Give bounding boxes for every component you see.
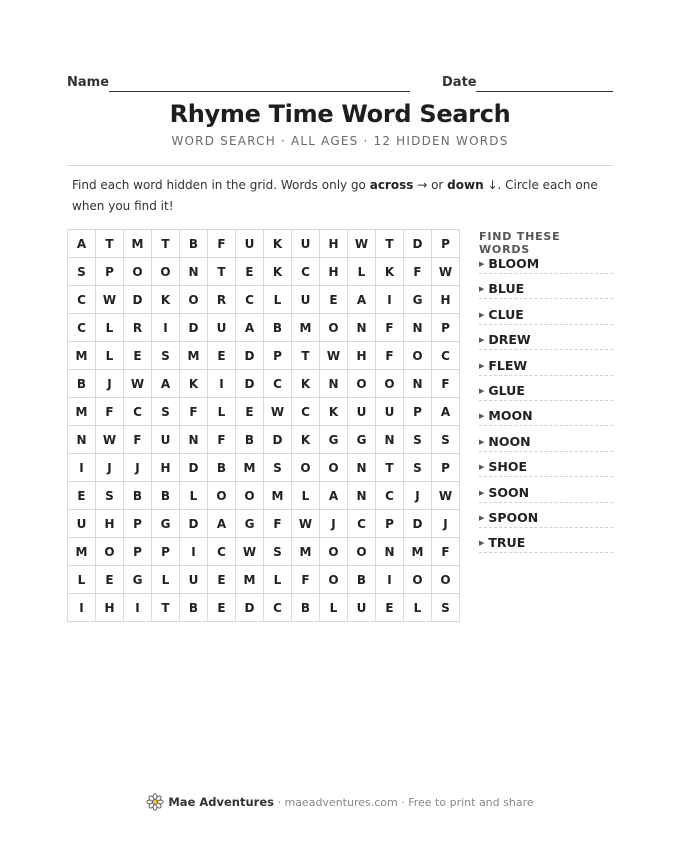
grid-cell[interactable]: B: [292, 594, 320, 622]
grid-cell[interactable]: F: [432, 370, 460, 398]
grid-cell[interactable]: J: [96, 370, 124, 398]
grid-cell[interactable]: S: [404, 426, 432, 454]
grid-cell[interactable]: L: [348, 258, 376, 286]
grid-cell[interactable]: N: [180, 258, 208, 286]
grid-cell[interactable]: T: [96, 230, 124, 258]
grid-cell[interactable]: C: [236, 286, 264, 314]
grid-cell[interactable]: O: [320, 538, 348, 566]
triangle-bullet-icon: ▶: [479, 463, 485, 472]
grid-cell[interactable]: L: [320, 594, 348, 622]
triangle-bullet-icon: ▶: [479, 285, 485, 294]
word-label: SHOE: [488, 459, 528, 475]
grid-cell[interactable]: I: [68, 594, 96, 622]
grid-cell[interactable]: O: [348, 538, 376, 566]
word-list: [479, 230, 613, 555]
grid-cell[interactable]: M: [124, 230, 152, 258]
grid-cell[interactable]: L: [180, 482, 208, 510]
grid-cell[interactable]: A: [432, 398, 460, 426]
grid-cell[interactable]: O: [404, 342, 432, 370]
grid-cell[interactable]: O: [376, 370, 404, 398]
grid-cell[interactable]: A: [152, 370, 180, 398]
grid-row: [68, 370, 460, 398]
triangle-bullet-icon: ▶: [479, 386, 485, 395]
grid-cell[interactable]: I: [208, 370, 236, 398]
grid-cell[interactable]: U: [68, 510, 96, 538]
triangle-bullet-icon: ▶: [479, 336, 485, 345]
grid-cell[interactable]: T: [292, 342, 320, 370]
grid-cell[interactable]: F: [208, 230, 236, 258]
grid-cell[interactable]: T: [152, 230, 180, 258]
grid-cell[interactable]: O: [348, 370, 376, 398]
grid-cell[interactable]: N: [376, 426, 404, 454]
grid-cell[interactable]: C: [68, 286, 96, 314]
grid-cell[interactable]: D: [180, 314, 208, 342]
grid-cell[interactable]: K: [292, 370, 320, 398]
grid-cell[interactable]: N: [376, 538, 404, 566]
grid-cell[interactable]: C: [292, 258, 320, 286]
grid-cell[interactable]: K: [264, 230, 292, 258]
grid-cell[interactable]: K: [152, 286, 180, 314]
grid-cell[interactable]: O: [236, 482, 264, 510]
grid-cell[interactable]: C: [208, 538, 236, 566]
across-arrow: → or: [413, 178, 448, 192]
grid-cell[interactable]: I: [124, 594, 152, 622]
triangle-bullet-icon: ▶: [479, 488, 485, 497]
grid-cell[interactable]: B: [208, 454, 236, 482]
triangle-bullet-icon: ▶: [479, 539, 485, 548]
instructions-text-end: ↓. Circle each one when you find it!: [72, 178, 598, 213]
grid-cell[interactable]: W: [320, 342, 348, 370]
grid-cell[interactable]: S: [152, 398, 180, 426]
grid-cell[interactable]: L: [264, 286, 292, 314]
grid-cell[interactable]: L: [264, 566, 292, 594]
grid-row: [68, 594, 460, 622]
grid-cell[interactable]: E: [320, 286, 348, 314]
grid-cell[interactable]: O: [292, 454, 320, 482]
grid-cell[interactable]: E: [376, 594, 404, 622]
grid-cell[interactable]: B: [180, 594, 208, 622]
grid-cell[interactable]: B: [68, 370, 96, 398]
grid-cell[interactable]: G: [320, 426, 348, 454]
grid-cell[interactable]: N: [320, 370, 348, 398]
grid-cell[interactable]: N: [348, 454, 376, 482]
word-label: SOON: [488, 484, 530, 500]
instructions-text: Find each word hidden in the grid. Words only go: [72, 178, 370, 192]
grid-cell[interactable]: F: [208, 426, 236, 454]
word-list-item: [479, 377, 613, 401]
grid-cell[interactable]: D: [180, 510, 208, 538]
grid-cell[interactable]: N: [348, 482, 376, 510]
grid-cell[interactable]: M: [180, 342, 208, 370]
grid-cell[interactable]: J: [432, 510, 460, 538]
grid-cell[interactable]: U: [152, 426, 180, 454]
word-search-grid: [67, 229, 460, 622]
grid-cell[interactable]: P: [124, 510, 152, 538]
grid-cell[interactable]: U: [348, 398, 376, 426]
grid-cell[interactable]: C: [124, 398, 152, 426]
grid-cell[interactable]: S: [432, 594, 460, 622]
instructions: [72, 175, 617, 217]
grid-row: [68, 314, 460, 342]
grid-row: [68, 286, 460, 314]
grid-cell[interactable]: W: [432, 258, 460, 286]
grid-cell[interactable]: P: [404, 398, 432, 426]
grid-cell[interactable]: S: [96, 482, 124, 510]
word-label: MOON: [488, 408, 533, 424]
date-label: Date: [442, 75, 477, 90]
grid-cell[interactable]: N: [348, 314, 376, 342]
word-list-item: [479, 529, 613, 553]
grid-cell[interactable]: D: [236, 370, 264, 398]
grid-cell[interactable]: R: [208, 286, 236, 314]
grid-cell[interactable]: N: [404, 370, 432, 398]
grid-cell[interactable]: F: [376, 314, 404, 342]
grid-cell[interactable]: B: [180, 230, 208, 258]
grid-cell[interactable]: B: [236, 426, 264, 454]
grid-cell[interactable]: G: [152, 510, 180, 538]
triangle-bullet-icon: ▶: [479, 310, 485, 319]
grid-cell[interactable]: I: [376, 286, 404, 314]
grid-cell[interactable]: J: [96, 454, 124, 482]
grid-cell[interactable]: P: [432, 454, 460, 482]
grid-cell[interactable]: F: [264, 510, 292, 538]
grid-cell[interactable]: N: [404, 314, 432, 342]
word-list-item: [479, 453, 613, 477]
word-list-item: [479, 428, 613, 452]
grid-cell[interactable]: O: [432, 566, 460, 594]
grid-cell[interactable]: C: [68, 314, 96, 342]
grid-cell[interactable]: I: [180, 538, 208, 566]
triangle-bullet-icon: ▶: [479, 260, 485, 268]
grid-cell[interactable]: A: [208, 510, 236, 538]
grid-cell[interactable]: O: [320, 454, 348, 482]
grid-cell[interactable]: C: [348, 510, 376, 538]
grid-cell[interactable]: A: [68, 230, 96, 258]
grid-cell[interactable]: D: [124, 286, 152, 314]
grid-cell[interactable]: K: [292, 426, 320, 454]
grid-cell[interactable]: A: [320, 482, 348, 510]
grid-row: [68, 230, 460, 258]
grid-cell[interactable]: A: [348, 286, 376, 314]
grid-cell[interactable]: O: [180, 286, 208, 314]
grid-cell[interactable]: S: [152, 342, 180, 370]
word-label: DREW: [488, 332, 531, 348]
grid-cell[interactable]: H: [432, 286, 460, 314]
grid-cell[interactable]: E: [96, 566, 124, 594]
grid-cell[interactable]: F: [292, 566, 320, 594]
grid-row: [68, 482, 460, 510]
grid-cell[interactable]: M: [292, 538, 320, 566]
word-list-item: [479, 352, 613, 376]
grid-cell[interactable]: G: [124, 566, 152, 594]
triangle-bullet-icon: ▶: [479, 437, 485, 446]
grid-cell[interactable]: U: [236, 230, 264, 258]
grid-cell[interactable]: H: [96, 510, 124, 538]
grid-cell[interactable]: L: [96, 342, 124, 370]
grid-cell[interactable]: F: [96, 398, 124, 426]
word-list-item: [479, 479, 613, 503]
grid-cell[interactable]: W: [292, 510, 320, 538]
grid-cell[interactable]: W: [236, 538, 264, 566]
grid-cell[interactable]: F: [376, 342, 404, 370]
word-list-item: [479, 301, 613, 325]
grid-cell[interactable]: M: [264, 482, 292, 510]
word-label: FLEW: [488, 357, 528, 373]
footer: [0, 794, 680, 812]
grid-cell[interactable]: O: [96, 538, 124, 566]
grid-cell[interactable]: D: [264, 426, 292, 454]
grid-cell[interactable]: L: [152, 566, 180, 594]
triangle-bullet-icon: ▶: [479, 361, 485, 370]
grid-cell[interactable]: E: [208, 566, 236, 594]
grid-cell[interactable]: D: [236, 594, 264, 622]
grid-cell[interactable]: S: [264, 538, 292, 566]
down-keyword: down: [447, 178, 484, 192]
grid-cell[interactable]: C: [264, 370, 292, 398]
word-label: BLOOM: [488, 256, 540, 271]
grid-cell[interactable]: C: [264, 594, 292, 622]
grid-cell[interactable]: P: [432, 314, 460, 342]
grid-cell[interactable]: M: [68, 342, 96, 370]
grid-cell[interactable]: T: [376, 230, 404, 258]
grid-cell[interactable]: G: [348, 426, 376, 454]
daisy-icon: [146, 793, 164, 811]
grid-cell[interactable]: T: [152, 594, 180, 622]
word-list-title: FIND THESE WORDS: [479, 230, 561, 256]
grid-cell[interactable]: B: [348, 566, 376, 594]
grid-cell[interactable]: M: [292, 314, 320, 342]
grid-cell[interactable]: K: [320, 398, 348, 426]
grid-cell[interactable]: P: [376, 510, 404, 538]
grid-cell[interactable]: P: [96, 258, 124, 286]
grid-cell[interactable]: J: [124, 454, 152, 482]
grid-cell[interactable]: I: [152, 314, 180, 342]
grid-cell[interactable]: E: [208, 594, 236, 622]
grid-cell[interactable]: M: [68, 538, 96, 566]
grid-cell[interactable]: B: [152, 482, 180, 510]
grid-cell[interactable]: O: [152, 258, 180, 286]
grid-cell[interactable]: D: [236, 342, 264, 370]
grid-cell[interactable]: F: [180, 398, 208, 426]
grid-cell[interactable]: O: [208, 482, 236, 510]
grid-cell[interactable]: I: [376, 566, 404, 594]
grid-cell[interactable]: O: [320, 566, 348, 594]
name-date-fields: [67, 72, 613, 94]
grid-cell[interactable]: W: [432, 482, 460, 510]
grid-row: [68, 510, 460, 538]
grid-cell[interactable]: E: [208, 342, 236, 370]
grid-cell[interactable]: M: [68, 398, 96, 426]
name-label: Name: [67, 75, 110, 90]
grid-cell[interactable]: T: [208, 258, 236, 286]
word-label: NOON: [488, 433, 531, 449]
grid-cell[interactable]: U: [180, 566, 208, 594]
grid-cell[interactable]: H: [152, 454, 180, 482]
grid-cell[interactable]: S: [68, 258, 96, 286]
grid-cell[interactable]: M: [404, 538, 432, 566]
grid-cell[interactable]: L: [68, 566, 96, 594]
grid-cell[interactable]: B: [264, 314, 292, 342]
word-label: GLUE: [488, 382, 525, 398]
grid-cell[interactable]: N: [68, 426, 96, 454]
grid-cell[interactable]: D: [404, 510, 432, 538]
word-list-item: [479, 402, 613, 426]
word-label: SPOON: [488, 509, 539, 525]
grid-cell[interactable]: P: [264, 342, 292, 370]
grid-cell[interactable]: F: [404, 258, 432, 286]
word-label: CLUE: [488, 306, 524, 322]
grid-cell[interactable]: S: [404, 454, 432, 482]
grid-cell[interactable]: U: [376, 398, 404, 426]
grid-cell[interactable]: O: [404, 566, 432, 594]
grid-cell[interactable]: C: [432, 342, 460, 370]
grid-cell[interactable]: F: [432, 538, 460, 566]
grid-cell[interactable]: K: [376, 258, 404, 286]
grid-row: [68, 538, 460, 566]
grid-cell[interactable]: S: [264, 454, 292, 482]
grid-cell[interactable]: H: [320, 258, 348, 286]
grid-cell[interactable]: O: [124, 258, 152, 286]
footer-brand: Mae Adventures: [168, 795, 274, 809]
grid-cell[interactable]: D: [180, 454, 208, 482]
grid-cell[interactable]: W: [124, 370, 152, 398]
word-list-item: [479, 275, 613, 299]
grid-cell[interactable]: L: [292, 482, 320, 510]
grid-cell[interactable]: S: [432, 426, 460, 454]
grid-cell[interactable]: U: [348, 594, 376, 622]
grid-cell[interactable]: E: [68, 482, 96, 510]
grid-cell[interactable]: M: [236, 454, 264, 482]
grid-cell[interactable]: J: [404, 482, 432, 510]
grid-cell[interactable]: W: [96, 426, 124, 454]
word-list-item: [479, 326, 613, 350]
grid-row: [68, 566, 460, 594]
grid-cell[interactable]: H: [320, 230, 348, 258]
footer-site: · maeadventures.com · Free to print and share: [277, 796, 534, 809]
grid-cell[interactable]: K: [180, 370, 208, 398]
grid-row: [68, 454, 460, 482]
grid-cell[interactable]: P: [152, 538, 180, 566]
grid-cell[interactable]: E: [236, 258, 264, 286]
grid-row: [68, 426, 460, 454]
grid-cell[interactable]: H: [348, 342, 376, 370]
grid-cell[interactable]: L: [96, 314, 124, 342]
grid-row: [68, 258, 460, 286]
grid-cell[interactable]: P: [124, 538, 152, 566]
name-line[interactable]: [109, 91, 410, 92]
page-subtitle: WORD SEARCH · ALL AGES · 12 HIDDEN WORDS: [171, 134, 509, 148]
grid-cell[interactable]: G: [236, 510, 264, 538]
grid-cell[interactable]: E: [124, 342, 152, 370]
grid-cell[interactable]: L: [404, 594, 432, 622]
grid-row: [68, 342, 460, 370]
grid-cell[interactable]: U: [292, 230, 320, 258]
grid-cell[interactable]: G: [404, 286, 432, 314]
grid-cell[interactable]: O: [320, 314, 348, 342]
triangle-bullet-icon: ▶: [479, 513, 485, 522]
divider: [67, 165, 613, 166]
date-line[interactable]: [476, 91, 613, 92]
grid-cell[interactable]: W: [264, 398, 292, 426]
grid-cell[interactable]: D: [404, 230, 432, 258]
word-list-item: [479, 504, 613, 528]
grid-cell[interactable]: M: [236, 566, 264, 594]
grid-cell[interactable]: P: [432, 230, 460, 258]
grid-cell[interactable]: U: [292, 286, 320, 314]
page-title: Rhyme Time Word Search: [169, 100, 511, 128]
across-keyword: across: [369, 178, 414, 192]
grid-cell[interactable]: L: [208, 398, 236, 426]
grid-cell[interactable]: N: [180, 426, 208, 454]
word-label: TRUE: [488, 535, 526, 551]
grid-cell[interactable]: C: [292, 398, 320, 426]
grid-cell[interactable]: H: [96, 594, 124, 622]
grid-cell[interactable]: R: [124, 314, 152, 342]
grid-cell[interactable]: A: [236, 314, 264, 342]
grid-cell[interactable]: B: [124, 482, 152, 510]
grid-cell[interactable]: T: [376, 454, 404, 482]
grid-cell[interactable]: W: [348, 230, 376, 258]
grid-cell[interactable]: C: [376, 482, 404, 510]
grid-cell[interactable]: U: [208, 314, 236, 342]
word-label: BLUE: [488, 281, 525, 297]
grid-row: [68, 398, 460, 426]
triangle-bullet-icon: ▶: [479, 412, 485, 421]
grid-cell[interactable]: E: [236, 398, 264, 426]
grid-cell[interactable]: J: [320, 510, 348, 538]
grid-cell[interactable]: I: [68, 454, 96, 482]
grid-cell[interactable]: K: [264, 258, 292, 286]
grid-cell[interactable]: F: [124, 426, 152, 454]
grid-cell[interactable]: W: [96, 286, 124, 314]
